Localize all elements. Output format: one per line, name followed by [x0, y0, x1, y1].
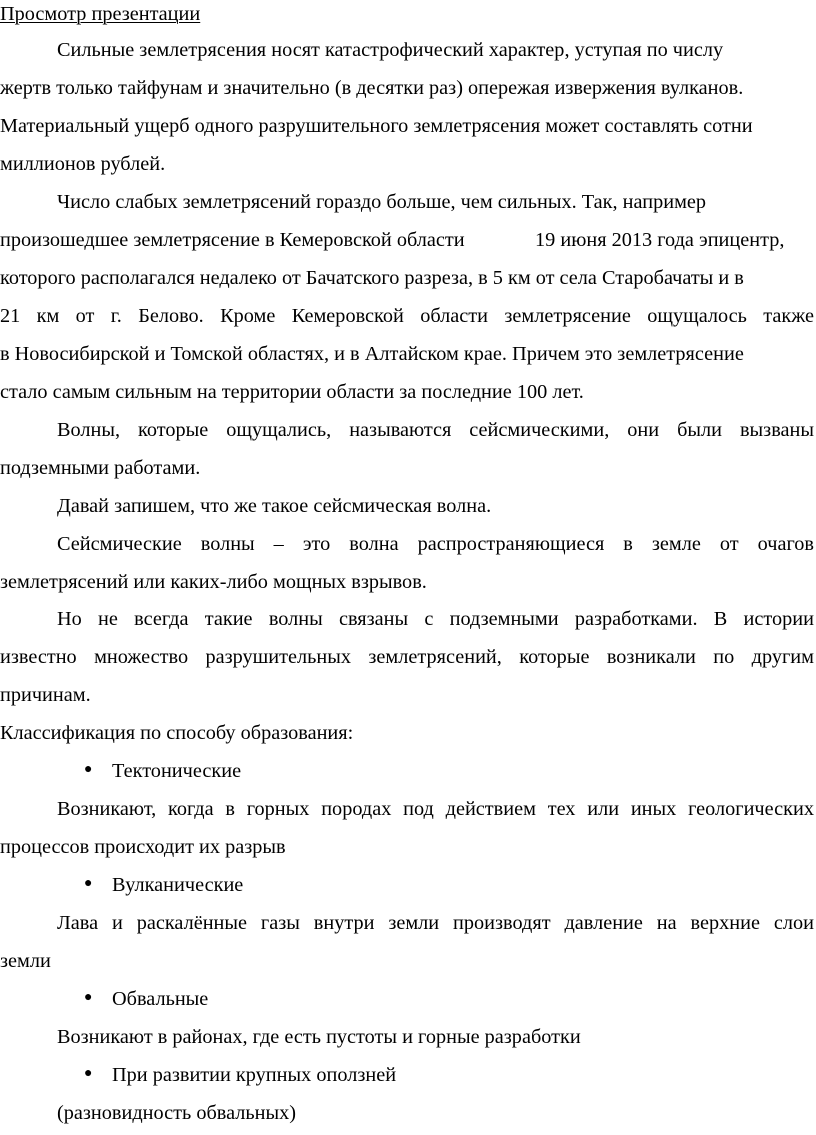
p4-line: Давай запишем, что же такое сейсмическая волна.: [57, 495, 492, 517]
bullet-icon: ●: [84, 876, 93, 891]
p3-line-1: Волны, которые ощущались, называются сейсмическими, они были вызваны: [57, 419, 814, 441]
p6-line-3: причинам.: [0, 684, 91, 706]
type-tectonic: Тектонические: [112, 760, 242, 782]
type-landslide: При развитии крупных оползней: [112, 1064, 397, 1086]
p2-line-6: стало самым сильным на территории области за последние 100 лет.: [0, 381, 584, 403]
p6-line-2: известно множество разрушительных землетрясений, которые возникали по другим: [0, 646, 814, 668]
type-landslide-desc: (разновидность обвальных): [57, 1102, 297, 1124]
p2-line-2a: произошедшее землетрясение в Кемеровской области: [0, 229, 465, 251]
classification-heading: Классификация по способу образования:: [0, 722, 354, 744]
type-collapse: Обвальные: [112, 988, 209, 1010]
bullet-icon: ●: [84, 762, 93, 777]
p2-line-4: 21 км от г. Белово. Кроме Кемеровской области землетрясение ощущалось также: [0, 305, 814, 327]
p5-line-1: Сейсмические волны – это волна распространяющиеся в земле от очагов: [57, 533, 814, 555]
p2-line-1: Число слабых землетрясений гораздо больше, чем сильных. Так, например: [57, 191, 707, 213]
p1-line-2: жертв только тайфунам и значительно (в десятки раз) опережая извержения вулканов.: [0, 77, 744, 99]
p2-line-5: в Новосибирской и Томской областях, и в Алтайском крае. Причем это землетрясение: [0, 343, 744, 365]
type-volcanic-desc-1: Лава и раскалённые газы внутри земли производят давление на верхние слои: [57, 912, 814, 934]
p2-line-3: которого располагался недалеко от Бачатского разреза, в 5 км от села Старобачаты и в: [0, 267, 744, 289]
p1-line-3: Материальный ущерб одного разрушительного землетрясения может составлять сотни: [0, 115, 753, 137]
p2-line-2b: 19 июня 2013 года эпицентр,: [535, 229, 785, 251]
p1-line-4: миллионов рублей.: [0, 153, 166, 175]
p1-line-1: Сильные землетрясения носят катастрофический характер, уступая по числу: [57, 39, 724, 61]
type-collapse-desc: Возникают в районах, где есть пустоты и горные разработки: [57, 1026, 581, 1048]
bullet-icon: ●: [84, 990, 93, 1005]
type-volcanic: Вулканические: [112, 874, 244, 896]
document-title: Просмотр презентации: [0, 3, 201, 25]
type-volcanic-desc-2: земли: [0, 950, 51, 972]
p6-line-1: Но не всегда такие волны связаны с подземными разработками. В истории: [57, 608, 814, 630]
type-tectonic-desc-1: Возникают, когда в горных породах под действием тех или иных геологических: [57, 798, 814, 820]
type-tectonic-desc-2: процессов происходит их разрыв: [0, 836, 286, 858]
bullet-icon: ●: [84, 1066, 93, 1081]
p5-line-2: землетрясений или каких-либо мощных взрывов.: [0, 571, 427, 593]
p3-line-2: подземными работами.: [0, 457, 201, 479]
